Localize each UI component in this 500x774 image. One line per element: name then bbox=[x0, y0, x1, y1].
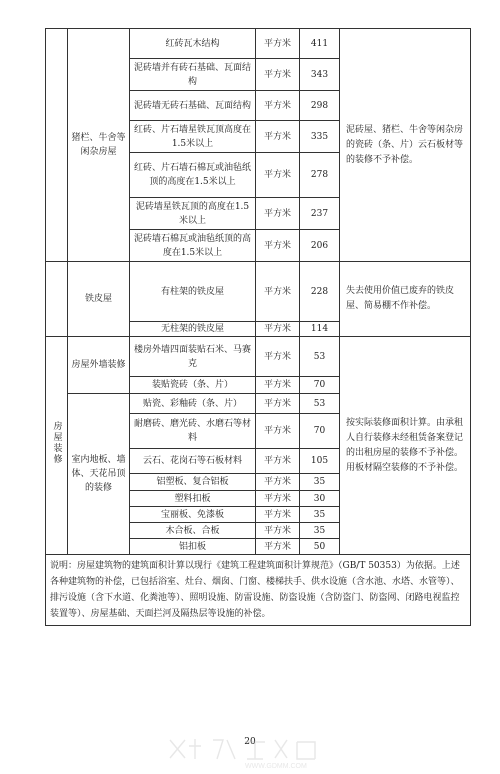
unit-cell: 平方米 bbox=[256, 414, 300, 449]
unit-cell: 平方米 bbox=[256, 449, 300, 474]
unit-cell: 平方米 bbox=[256, 507, 300, 523]
price-cell: 228 bbox=[300, 262, 340, 322]
unit-cell: 平方米 bbox=[256, 198, 300, 230]
price-cell: 114 bbox=[300, 322, 340, 337]
note-decor: 按实际装修面积计算。由承租人自行装修未经租赁备案登记的出租房屋的装修不予补偿。用板材隔空装修的不予补偿。 bbox=[340, 337, 471, 555]
desc-cell: 无柱架的铁皮屋 bbox=[130, 322, 256, 337]
price-cell: 237 bbox=[300, 198, 340, 230]
desc-cell: 红砖、片石墙星铁瓦顶高度在1.5米以上 bbox=[130, 121, 256, 153]
unit-cell: 平方米 bbox=[256, 474, 300, 491]
price-cell: 206 bbox=[300, 230, 340, 262]
unit-cell: 平方米 bbox=[256, 121, 300, 153]
desc-cell: 宝丽板、免漆板 bbox=[130, 507, 256, 523]
desc-cell: 红砖瓦木结构 bbox=[130, 29, 256, 59]
unit-cell: 平方米 bbox=[256, 539, 300, 555]
price-cell: 105 bbox=[300, 449, 340, 474]
category-interior: 室内地板、墙体、天花吊顶的装修 bbox=[68, 394, 130, 555]
unit-cell: 平方米 bbox=[256, 377, 300, 394]
price-cell: 53 bbox=[300, 394, 340, 414]
compensation-table-page bbox=[45, 28, 470, 626]
price-cell: 278 bbox=[300, 153, 340, 198]
unit-cell: 平方米 bbox=[256, 394, 300, 414]
footnote-text: 说明：房屋建筑物的建筑面积计算以现行《建筑工程建筑面积计算规范》（GB/T 50353）为依据。上述各种建筑物的补偿，已包括浴室、灶台、烟囱、门窗、楼梯扶手、供水设施（含水池、水塔、水管等）、排污设施（含下水道、化粪池等）、照明设施、防雷设施、防盗设施（含防盗门、防盗网、闭路电视监控装置等）、房屋基础、天面拦河及隔热层等设施的补偿。 bbox=[46, 555, 471, 626]
category-decor-label: 房屋装修 bbox=[51, 421, 62, 465]
unit-cell: 平方米 bbox=[256, 322, 300, 337]
unit-cell: 平方米 bbox=[256, 91, 300, 121]
price-cell: 70 bbox=[300, 414, 340, 449]
unit-cell: 平方米 bbox=[256, 153, 300, 198]
note-iron: 失去使用价值已废弃的铁皮屋、简易棚不作补偿。 bbox=[340, 262, 471, 337]
price-cell: 343 bbox=[300, 59, 340, 91]
desc-cell: 云石、花岗石等石板材料 bbox=[130, 449, 256, 474]
desc-cell: 泥砖墙星铁瓦顶的高度在1.5米以上 bbox=[130, 198, 256, 230]
price-cell: 35 bbox=[300, 474, 340, 491]
footnote-row bbox=[46, 555, 471, 626]
desc-cell: 有柱架的铁皮屋 bbox=[130, 262, 256, 322]
blank-cat-cell bbox=[46, 29, 68, 262]
unit-cell: 平方米 bbox=[256, 262, 300, 322]
desc-cell: 装贴瓷砖（条、片） bbox=[130, 377, 256, 394]
table-row bbox=[46, 29, 471, 59]
unit-cell: 平方米 bbox=[256, 29, 300, 59]
unit-cell: 平方米 bbox=[256, 59, 300, 91]
price-cell: 70 bbox=[300, 377, 340, 394]
unit-cell: 平方米 bbox=[256, 337, 300, 377]
desc-cell: 耐磨砖、磨光砖、水磨石等材料 bbox=[130, 414, 256, 449]
desc-cell: 塑料扣板 bbox=[130, 491, 256, 507]
desc-cell: 木合板、合板 bbox=[130, 523, 256, 539]
table-row bbox=[46, 262, 471, 322]
price-cell: 335 bbox=[300, 121, 340, 153]
desc-cell: 贴瓷、彩釉砖（条、片） bbox=[130, 394, 256, 414]
price-cell: 411 bbox=[300, 29, 340, 59]
unit-cell: 平方米 bbox=[256, 491, 300, 507]
price-cell: 53 bbox=[300, 337, 340, 377]
note-pigsty: 泥砖屋、猪栏、牛舍等闲杂房的瓷砖（条、片）云石板材等的装修不予补偿。 bbox=[340, 29, 471, 262]
watermark-url: WWW.GDMM.COM bbox=[245, 763, 307, 770]
page-number: 20 bbox=[244, 737, 256, 747]
desc-cell: 红砖、片石墙石棉瓦或油毡纸顶的高度在1.5米以上 bbox=[130, 153, 256, 198]
desc-cell: 铝塑板、复合铝板 bbox=[130, 474, 256, 491]
price-cell: 35 bbox=[300, 523, 340, 539]
category-exterior: 房屋外墙装修 bbox=[68, 337, 130, 394]
unit-cell: 平方米 bbox=[256, 230, 300, 262]
table-row bbox=[46, 337, 471, 377]
desc-cell: 泥砖墙并有砖石基础、瓦面结构 bbox=[130, 59, 256, 91]
price-cell: 298 bbox=[300, 91, 340, 121]
blank-cat-cell bbox=[46, 262, 68, 337]
desc-cell: 铝扣板 bbox=[130, 539, 256, 555]
desc-cell: 泥砖墙石棉瓦或油毡纸顶的高度在1.5米以上 bbox=[130, 230, 256, 262]
category-decor bbox=[46, 337, 68, 555]
unit-cell: 平方米 bbox=[256, 523, 300, 539]
price-cell: 35 bbox=[300, 507, 340, 523]
compensation-table bbox=[45, 28, 471, 626]
watermark-logo bbox=[165, 734, 355, 770]
desc-cell: 楼房外墙四面装贴石米、马赛克 bbox=[130, 337, 256, 377]
desc-cell: 泥砖墙无砖石基础、瓦面结构 bbox=[130, 91, 256, 121]
price-cell: 50 bbox=[300, 539, 340, 555]
category-iron: 铁皮屋 bbox=[68, 262, 130, 337]
price-cell: 30 bbox=[300, 491, 340, 507]
category-pigsty: 猪栏、牛舍等闲杂房屋 bbox=[68, 29, 130, 262]
